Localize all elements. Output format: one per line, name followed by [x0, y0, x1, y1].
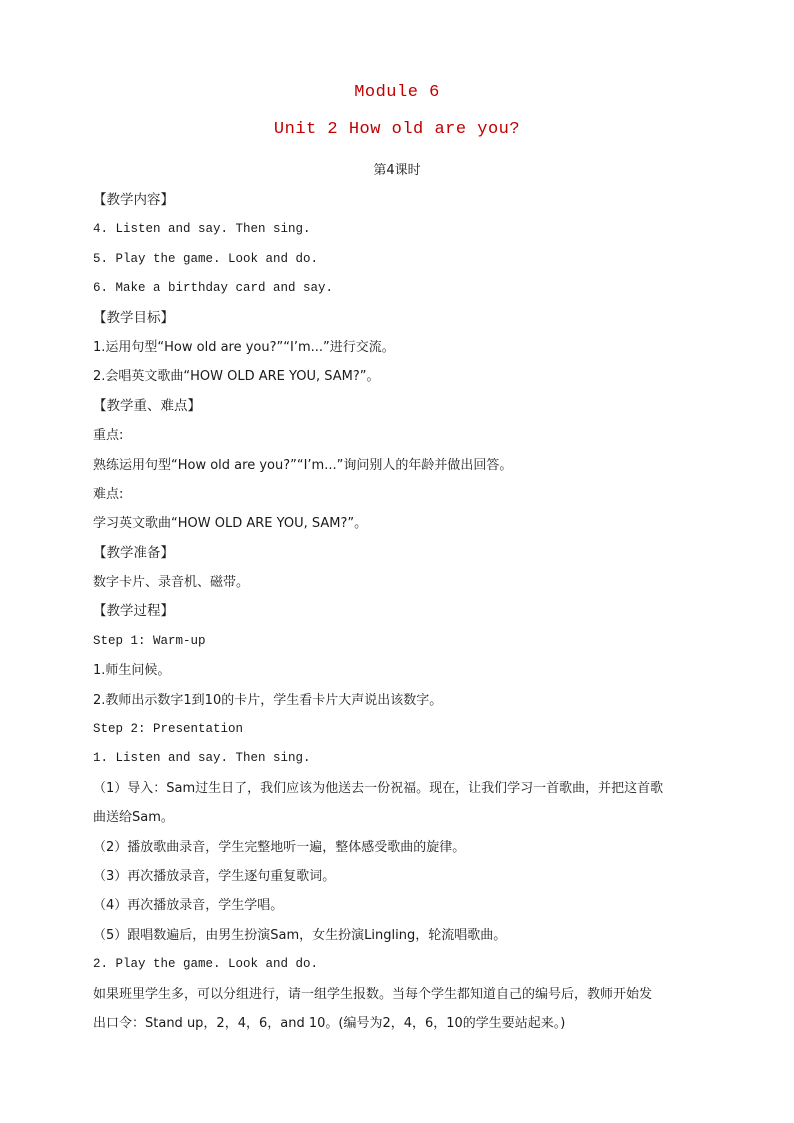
- text-line: （5）跟唱数遍后，由男生扮演Sam，女生扮演Lingling，轮流唱歌曲。: [93, 927, 507, 943]
- text-line: 出口令：Stand up，2，4，6，and 10。(编号为2，4，6，10的学生要站起来。): [93, 1015, 566, 1031]
- text-line: Step 2: Presentation: [93, 722, 244, 737]
- section-heading: 【教学内容】: [93, 192, 174, 208]
- text-line: 熟练运用句型“How old are you?”“I’m...”询问别人的年龄并做出回答。: [93, 457, 513, 473]
- section-heading: 【教学准备】: [93, 544, 174, 561]
- text-line: 1.师生问候。: [93, 663, 171, 679]
- module-title: Module 6: [354, 83, 440, 102]
- text-line: 2. Play the game. Look and do.: [93, 957, 319, 972]
- text-line: 2.会唱英文歌曲“HOW OLD ARE YOU, SAM?”。: [93, 369, 380, 385]
- text-line: 1.运用句型“How old are you?”“I’m...”进行交流。: [93, 339, 395, 355]
- lesson-label: 第4课时: [373, 163, 421, 178]
- text-line: 如果班里学生多，可以分组进行，请一组学生报数。当每个学生都知道自己的编号后，教师开始发: [93, 986, 653, 1002]
- document-body: [93, 186, 713, 1038]
- text-line: 4. Listen and say. Then sing.: [93, 222, 311, 237]
- unit-title: Unit 2 How old are you?: [273, 120, 521, 139]
- section-heading: 【教学目标】: [93, 309, 174, 326]
- text-line: 1. Listen and say. Then sing.: [93, 751, 311, 766]
- text-line: 曲送给Sam。: [93, 810, 174, 826]
- section-heading: 【教学过程】: [93, 603, 174, 620]
- text-line: （4）再次播放录音，学生学唱。: [93, 898, 284, 914]
- text-line: （2）播放歌曲录音，学生完整地听一遍，整体感受歌曲的旋律。: [93, 839, 466, 855]
- section-heading: 【教学重、难点】: [93, 397, 201, 414]
- text-line: 2.教师出示数字1到10的卡片，学生看卡片大声说出该数字。: [93, 692, 443, 708]
- text-line: 重点:: [93, 428, 124, 444]
- text-line: 数字卡片、录音机、磁带。: [93, 575, 250, 591]
- text-line: 难点:: [93, 486, 124, 502]
- text-line: 学习英文歌曲“HOW OLD ARE YOU, SAM?”。: [93, 516, 368, 532]
- text-line: （1）导入：Sam过生日了，我们应该为他送去一份祝福。现在，让我们学习一首歌曲，并把这首歌: [93, 780, 664, 796]
- text-line: 5. Play the game. Look and do.: [93, 251, 319, 266]
- text-line: （3）再次播放录音，学生逐句重复歌词。: [93, 868, 336, 884]
- text-line: 6. Make a birthday card and say.: [93, 281, 334, 296]
- text-line: Step 1: Warm-up: [93, 633, 206, 648]
